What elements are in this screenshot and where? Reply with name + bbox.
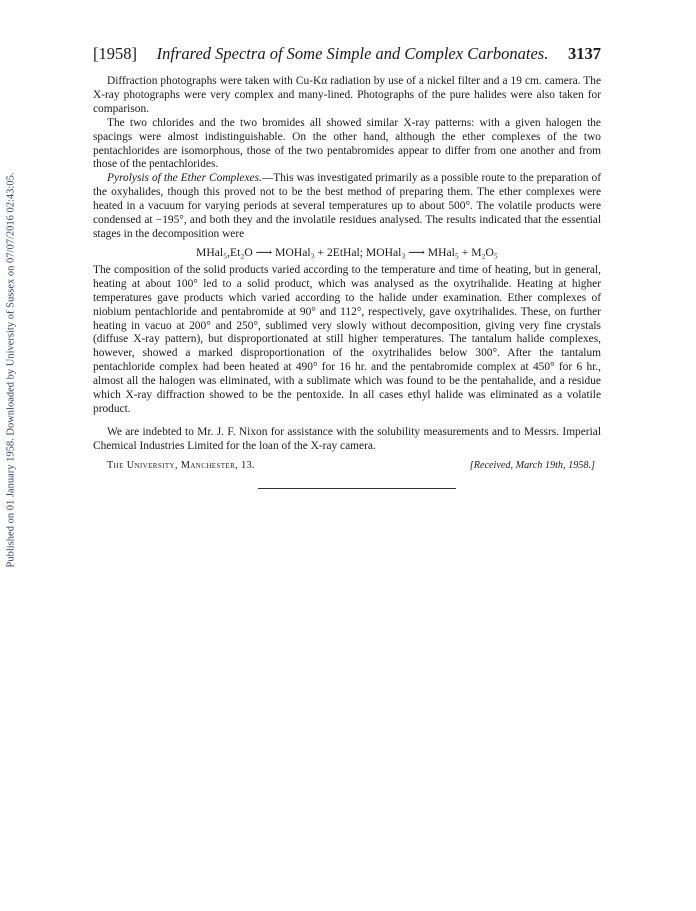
- header-year: [1958]: [93, 44, 137, 63]
- page-number: 3137: [568, 44, 601, 63]
- download-watermark: [4, 158, 18, 582]
- watermark-text: Published on 01 January 1958. Downloaded by University of Sussex on 07/07/2016 02:43:05.: [5, 172, 17, 568]
- running-header: [93, 44, 601, 64]
- pyrolysis-text: —This was investigated primarily as a possible route to the preparation of the oxyhalides, though this proved not to be the best method of preparing them. The ether complexes were heated in a vacuum for varying periods at several temperatures up to about 500°. The volatile products were condensed at −195°, and both they and the involatile residues analysed. The results indicated that the essential stages in the decomposition were: [93, 172, 601, 240]
- paragraph-patterns: The two chlorides and the two bromides all showed similar X-ray patterns: with a given halogen the spacings were almost indistinguishable. On the other hand, although the ether complexes of the two pentachlorides are isomorphous, those of the two pentabromides appear to differ from one another and from those of the pentachlorides.: [93, 116, 601, 171]
- paragraph-pyrolysis: [93, 172, 601, 242]
- paragraph-diffraction: Diffraction photographs were taken with Cu-Kα radiation by use of a nickel filter and a 19 cm. camera. The X-ray photographs were very complex and many-lined. Photographs of the pure halides were also taken for comparison.: [93, 75, 601, 115]
- institution: The University, Manchester, 13.: [107, 459, 256, 471]
- decomposition-equation: MHal₅,Et₂O ⟶ MOHal₃ + 2EtHal; MOHal₃ ⟶ MHal₅ + M₂O₅: [196, 245, 498, 259]
- received-date: [Received, March 19th, 1958.]: [469, 459, 595, 471]
- affiliation-line: [93, 460, 601, 471]
- section-heading-pyrolysis: Pyrolysis of the Ether Complexes.: [107, 172, 262, 185]
- header-title: Infrared Spectra of Some Simple and Complex Carbonates.: [156, 44, 549, 63]
- end-rule: [258, 488, 456, 489]
- journal-page: [93, 44, 601, 489]
- paragraph-products: The composition of the solid products varied according to the temperature and time of heating, but in general, heating at about 100° led to a solid product, which was analysed as the oxytrihalide. Heating at higher temperatures gave products which varied according to the halide under examination. Ether complexes of niobium pentachloride and pentabromide at 90° and 112°, respectively, gave oxytrihalides. These, on further heating in vacuo at 200° and 250°, sublimed very slowly without decomposition, giving very fine crystals (diffuse X-ray pattern), but disproportionated at still higher temperatures. The tantalum halide complexes, however, showed a marked disproportionation of the oxytrihalides below 300°. After the tantalum pentachloride complex had been heated at 490° for 16 hr. and the pentabromide complex at 450° for 6 hr., almost all the halogen was eliminated, with a sublimate which was found to be the pentahalide, and a residue which X-ray diffraction showed to be the pentoxide. In all cases ethyl halide was eliminated as a volatile product.: [93, 263, 601, 415]
- acknowledgement: We are indebted to Mr. J. F. Nixon for assistance with the solubility measurements and to Messrs. Imperial Chemical Industries Limited for the loan of the X-ray camera.: [93, 425, 601, 452]
